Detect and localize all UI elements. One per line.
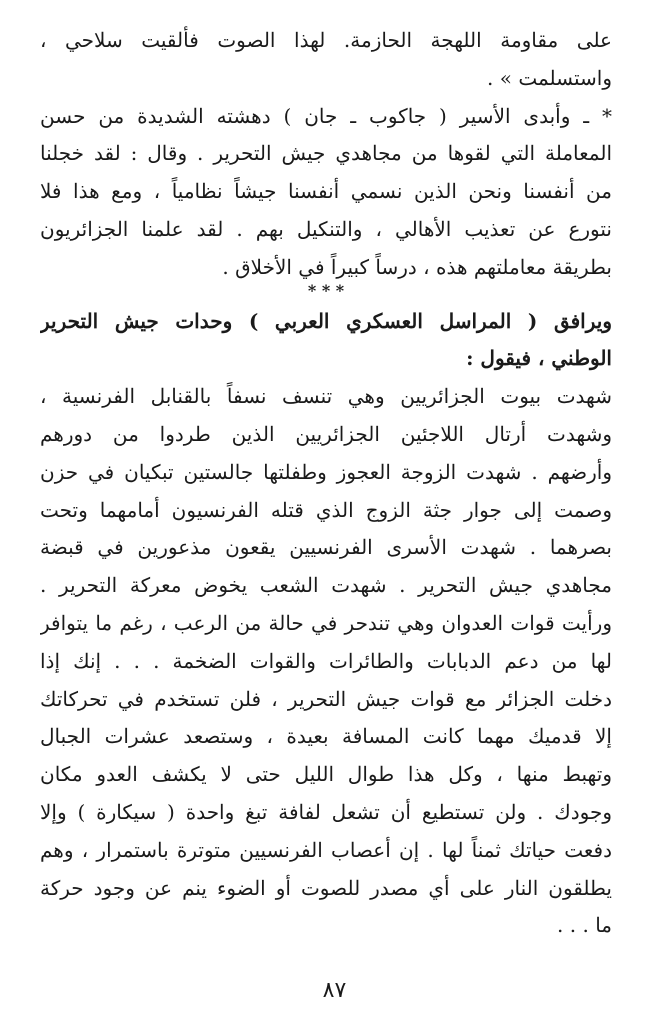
text-line: ما . . . (557, 913, 612, 938)
heading-line: ويرافق ( المراسل العسكري العربي ) وحدات جيش التحرير (40, 308, 612, 333)
page-number: ٨٧ (322, 978, 347, 1003)
text-line: يطلقون النار على أي مصدر للصوت أو الضوء ينم عن وجود حركة (40, 875, 612, 900)
text-line: من أنفسنا ونحن الذين نسمي أنفسنا جيشاً نظامياً ، ومع هذا فلا (40, 179, 612, 204)
text-line: ورأيت قوات العدوان وهي تندحر في حالة من الرعب ، رغم ما يتوافر (40, 610, 612, 635)
text-line: المعاملة التي لقوها من مجاهدي جيش التحرير . وقال : لقد خجلنا (40, 141, 612, 166)
text-line: مجاهدي جيش التحرير . شهدت الشعب يخوض معركة التحرير . (40, 573, 612, 598)
text-line: وتهبط منها ، وكل هذا طوال الليل حتى لا يكشف العدو مكان (40, 762, 612, 787)
heading-line: الوطني ، فيقول : (466, 346, 612, 371)
text-line: لها من دعم الدبابات والطائرات والقوات الضخمة . . . إنك إذا (40, 648, 612, 673)
text-line: وشهدت أرتال اللاجئين الجزائريين الذين طردوا من دورهم (40, 421, 612, 446)
section-separator: * * * (307, 280, 345, 300)
text-line: بصرهما . شهدت الأسرى الفرنسيين يقعون مذعورين في قبضة (40, 535, 612, 560)
text-line: إلا قدميك مهما كانت المسافة بعيدة ، وستصعد عشرات الجبال (40, 724, 612, 749)
text-line: على مقاومة اللهجة الحازمة. لهذا الصوت فألقيت سلاحي ، (40, 28, 612, 52)
text-line: وأرضهم . شهدت الزوجة العجوز وطفلتها جالستين تبكيان في حزن (40, 459, 612, 484)
text-line: * ـ وأبدى الأسير ( جاكوب ـ جان ) دهشته الشديدة من حسن (40, 103, 612, 128)
text-line: وصمت إلى جوار جثة الزوج الذي قتله الفرنسيون أمامهما وتحت (40, 497, 612, 522)
text-line: دخلت الجزائر مع قوات جيش التحرير ، فلن تستخدم في تحركاتك (40, 686, 612, 711)
text-line: نتورع عن تعذيب الأهالي ، والتنكيل بهم . لقد علمنا الجزائريون (40, 216, 612, 241)
page-body (40, 22, 612, 945)
text-line: وجودك . ولن تستطيع أن تشعل لفافة تبغ واحدة ( سيكارة ) وإلا (40, 799, 612, 824)
text-line: بطريقة معاملتهم هذه ، درساً كبيراً في الأخلاق . (222, 254, 612, 279)
text-line: شهدت بيوت الجزائريين وهي تنسف نسفاً بالقنابل الفرنسية ، (40, 384, 612, 409)
text-line: دفعت حياتك ثمناً لها . إن أعصاب الفرنسيين متوترة باستمرار ، وهم (40, 837, 612, 862)
text-line: واستسلمت » . (487, 65, 612, 90)
